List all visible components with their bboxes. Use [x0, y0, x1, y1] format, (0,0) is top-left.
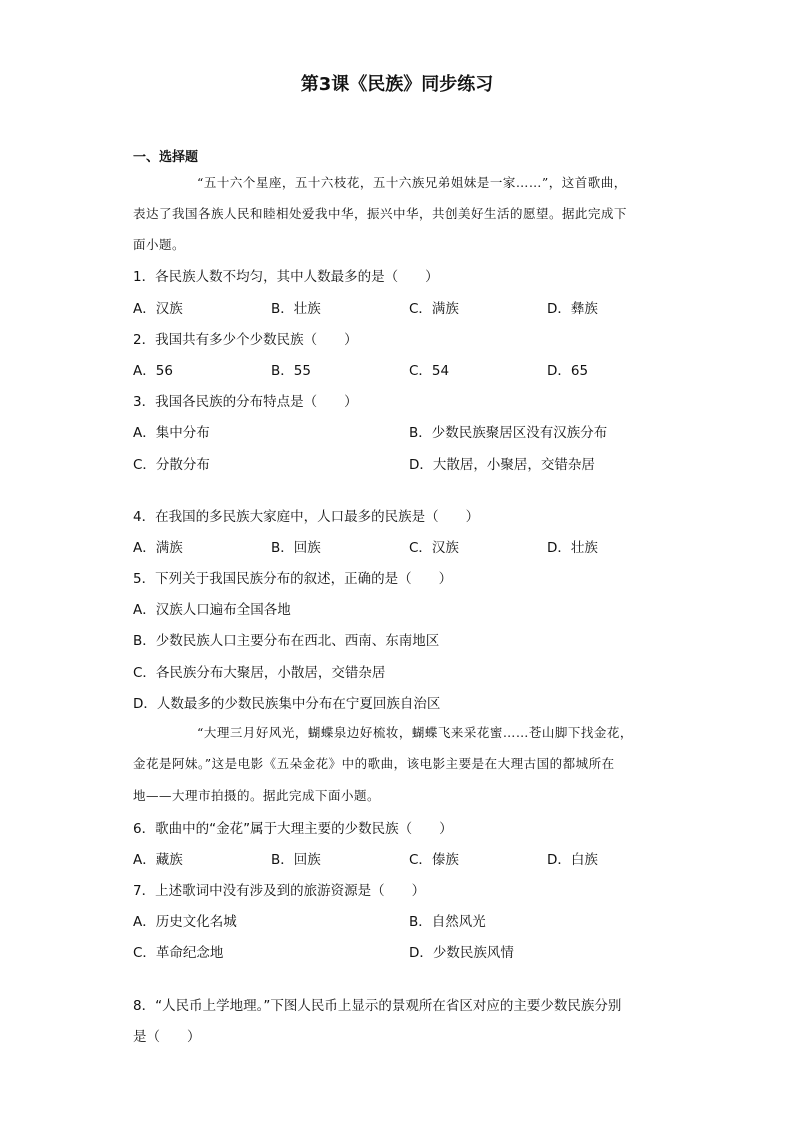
section-heading: 一、选择题: [133, 150, 199, 165]
question-3: 3．我国各民族的分布特点是（ ）: [133, 394, 358, 410]
q3-option-d: D．大散居，小聚居，交错杂居: [409, 457, 595, 473]
q5-option-a: A．汉族人口遍布全国各地: [133, 602, 291, 618]
q2-option-b: B．55: [271, 363, 311, 379]
q3-option-b: B．少数民族聚居区没有汉族分布: [409, 425, 608, 441]
q4-option-d: D．壮族: [547, 540, 598, 556]
q6-option-c: C．傣族: [409, 852, 459, 868]
passage2-line1: “大理三月好风光，蝴蝶泉边好梳妆，蝴蝶飞来采花蜜……苍山脚下找金花，: [197, 725, 633, 740]
question-2: 2．我国共有多少个少数民族（ ）: [133, 332, 358, 348]
q5-option-d: D．人数最多的少数民族集中分布在宁夏回族自治区: [133, 696, 441, 712]
q1-option-a: A．汉族: [133, 301, 183, 317]
q5-option-b: B．少数民族人口主要分布在西北、西南、东南地区: [133, 633, 440, 649]
q4-option-b: B．回族: [271, 540, 321, 556]
question-7: 7．上述歌词中没有涉及到的旅游资源是（ ）: [133, 883, 426, 899]
q6-option-a: A．藏族: [133, 852, 183, 868]
q1-option-b: B．壮族: [271, 301, 321, 317]
q4-option-a: A．满族: [133, 540, 183, 556]
q3-option-a: A．集中分布: [133, 425, 210, 441]
question-4: 4．在我国的多民族大家庭中，人口最多的民族是（ ）: [133, 509, 480, 525]
passage2-line2: 金花是阿妹。”这是电影《五朵金花》中的歌曲，该电影主要是在大理古国的都城所在: [133, 756, 615, 771]
q7-option-c: C．革命纪念地: [133, 945, 224, 961]
page-title: 第3课《民族》同步练习: [300, 74, 494, 95]
question-8-line2: 是（ ）: [133, 1029, 201, 1045]
q1-option-c: C．满族: [409, 301, 459, 317]
question-1: 1．各民族人数不均匀，其中人数最多的是（ ）: [133, 269, 439, 285]
q6-option-b: B．回族: [271, 852, 321, 868]
question-8-line1: 8．“人民币上学地理。”下图人民币上显示的景观所在省区对应的主要少数民族分别: [133, 998, 622, 1014]
passage2-line3: 地——大理市拍摄的。据此完成下面小题。: [133, 788, 381, 803]
q7-option-d: D．少数民族风情: [409, 945, 514, 961]
passage1-line3: 面小题。: [133, 237, 186, 252]
question-5: 5．下列关于我国民族分布的叙述，正确的是（ ）: [133, 571, 453, 587]
q2-option-d: D．65: [547, 363, 589, 379]
q1-option-d: D．彝族: [547, 301, 598, 317]
q2-option-a: A．56: [133, 363, 173, 379]
q5-option-c: C．各民族分布大聚居，小散居，交错杂居: [133, 665, 386, 681]
q7-option-a: A．历史文化名城: [133, 914, 237, 930]
q3-option-c: C．分散分布: [133, 457, 210, 473]
q2-option-c: C．54: [409, 363, 450, 379]
passage1-line2: 表达了我国各族人民和睦相处爱我中华，振兴中华，共创美好生活的愿望。据此完成下: [133, 206, 628, 221]
q7-option-b: B．自然风光: [409, 914, 486, 930]
q4-option-c: C．汉族: [409, 540, 459, 556]
passage1-line1: “五十六个星座，五十六枝花，五十六族兄弟姐妹是一家……”，这首歌曲，: [197, 175, 627, 190]
q6-option-d: D．白族: [547, 852, 598, 868]
question-6: 6．歌曲中的“金花”属于大理主要的少数民族（ ）: [133, 821, 453, 837]
